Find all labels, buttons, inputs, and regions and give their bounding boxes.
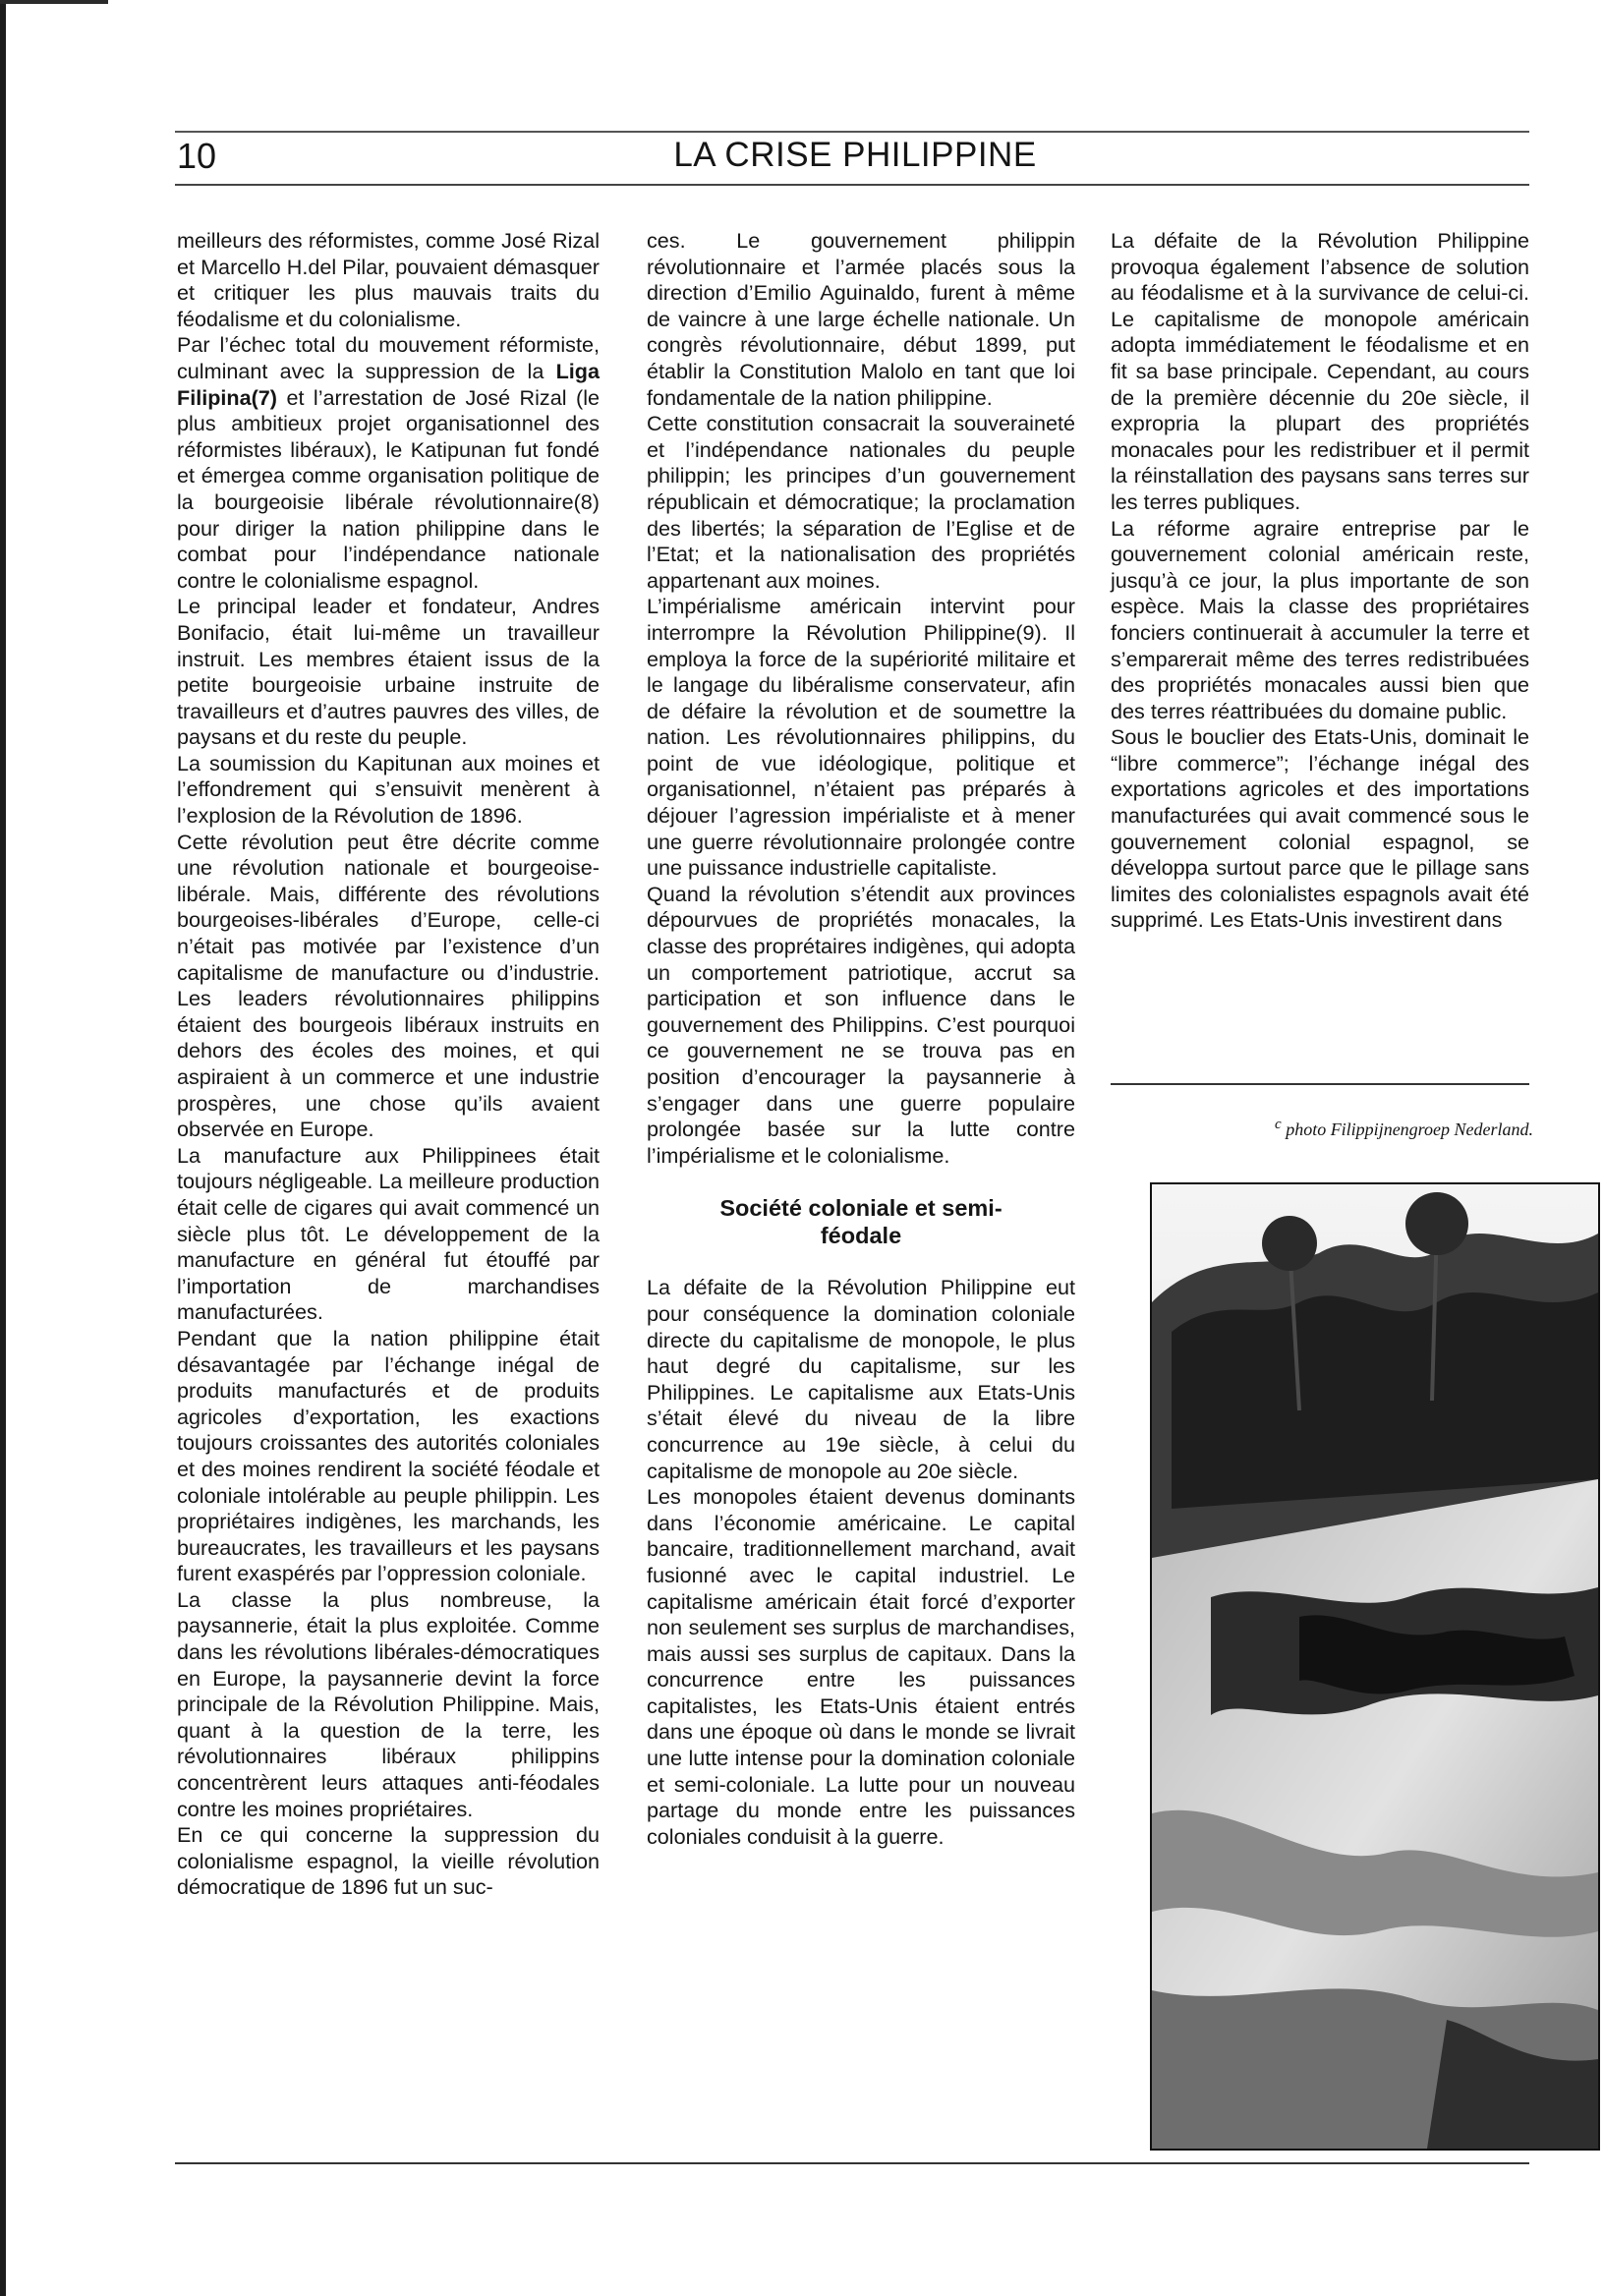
paragraph: [177, 332, 600, 594]
running-title: LA CRISE PHILIPPINE: [673, 136, 1037, 174]
paragraph: Cette constitution consacrait la souveraineté et l’indépendance nationales du peuple philippin; les principes d’un gouvernement républicain et démocratique; la proclamation des libertés; la séparation de l’Eglise et de l’Etat; et la nationalisation des propriétés appartenant aux moines.: [647, 411, 1075, 593]
paragraph: Cette révolution peut être décrite comme une révolution nationale et bourgeoise-libérale. Mais, différente des révolutions bourgeoises-libérales d’Europe, celle-ci n’était pas motivée par l’existence d’un capitalisme de manufacture ou d’industrie. Les leaders révolutionnaires philippins étaient des bourgeois libéraux instruits en dehors des écoles des moines, et qui aspiraient à un commerce et une industrie prospères, une chose qu’ils avaient observée en Europe.: [177, 829, 600, 1142]
page-number: 10: [177, 136, 217, 176]
copyright-mark: c: [1275, 1117, 1282, 1132]
paragraph: La manufacture aux Philippinees était toujours négligeable. La meilleure production était celle de cigares qui avait commencé un siècle plus tôt. Le développement de la manufacture en général fut étouffé par l’importation de marchandises manufacturées.: [177, 1142, 600, 1325]
text-column-2: [647, 228, 1075, 1850]
paragraph: La classe la plus nombreuse, la paysannerie, était la plus exploitée. Comme dans les révolutions libérales-démocratiques en Europe, la paysannerie devint la force principale de la Révolution Philippine. Mais, quant à la question de la terre, les révolutionnaires libéraux philippins concentrèrent leurs attaques anti-féodales contre les moines propriétaires.: [177, 1586, 600, 1821]
paragraph: La réforme agraire entreprise par le gouvernement colonial américain reste, jusqu’à ce jour, la plus importante de son espèce. Mais la classe des propriétaires fonciers continuerait à accumuler la terre et s’emparerait même des terres redistribuées des propriétés monacales aussi bien que des terres réattribuées du domaine public.: [1111, 515, 1529, 723]
section-heading-line: Société coloniale et semi-: [719, 1195, 1002, 1222]
paragraph: Les monopoles étaient devenus dominants dans l’économie américaine. Le capital bancaire, traditionnellement marchand, avait fusionné avec le capital industriel. Le capitalisme américain était forcé d’exporter non seulement ses surplus de marchandises, mais aussi ses surplus de capitaux. Dans la concurrence entre les puissances capitalistes, les Etats-Unis étaient entrés dans une époque où dans le monde se livrait une lutte intense pour la domination coloniale et semi-coloniale. La lutte pour un nouveau partage du monde entre les puissances coloniales conduisit à la guerre.: [647, 1484, 1075, 1849]
page-bottom-rule: [175, 2162, 1529, 2164]
scan-corner-mark: [0, 0, 108, 4]
section-heading: [647, 1194, 1075, 1249]
photo-credit: photo Filippijnengroep Nederland.: [1286, 1119, 1533, 1139]
header-top-rule: [175, 131, 1529, 133]
paragraph: Pendant que la nation philippine était désavantagée par l’échange inégal de produits manufacturés et de produits agricoles d’exportation, les exactions toujours croissantes des autorités coloniales et des moines rendirent la société féodale et coloniale intolérable au peuple philippin. Les propriétaires indigènes, les marchands, les bureaucrates, les travailleurs et les paysans furent exaspérés par l’oppression coloniale.: [177, 1325, 600, 1586]
paragraph: Le principal leader et fondateur, Andres Bonifacio, était lui-même un travailleur instruit. Les membres étaient issus de la petite bourgeoisie urbaine instruite de travailleurs et d’autres pauvres des villes, de paysans et du reste du peuple.: [177, 594, 600, 750]
paragraph: Quand la révolution s’étendit aux provinces dépourvues de propriétés monacales, la classe des proprétaires indigènes, qui adopta un comportement patriotique, accrut sa participation et son influence dans le gouvernement des Philippins. C’est pourquoi ce gouvernement ne se trouva pas en position d’encourager la paysannerie à s’engager dans une guerre populaire prolongée basée sur la lutte contre l’impérialisme et le colonialisme.: [647, 881, 1075, 1168]
paragraph: Sous le bouclier des Etats-Unis, dominait le “libre commerce”; l’échange inégal des exportations agricoles et des importations manufacturées qui avait commencé sous le gouvernement colonial espagnol, se développa surtout parce que le pillage sans limites des colonialistes espagnols avait été supprimé. Les Etats-Unis investirent dans: [1111, 724, 1529, 933]
paragraph: L’impérialisme américain intervint pour interrompre la Révolution Philippine(9). Il employa la force de la supériorité militaire et le langage du libéralisme conservateur, afin de défaire la révolution et de soumettre la nation. Les révolutionnaires philippins, du point de vue idéologique, politique et organisationnel, n’étaient pas préparés à déjouer l’agression impérialiste et à mener une guerre révolutionnaire prolongée contre une puissance industrielle capitaliste.: [647, 594, 1075, 881]
paragraph-text: et l’arrestation de José Rizal (le plus ambitieux projet organisationnel des réformistes libéraux), le Katipunan fut fondé et émergea comme organisation politique de la bourgeoisie libérale révolutionnaire(8) pour diriger la nation philippine dans le combat pour l’indépendance nationale contre le colonialisme espagnol.: [177, 384, 600, 593]
header-bottom-rule: [175, 184, 1529, 186]
section-heading-line: féodale: [820, 1223, 902, 1249]
paragraph: meilleurs des réformistes, comme José Rizal et Marcello H.del Pilar, pouvaient démasquer et critiquer les plus mauvais traits du féodalisme et du colonialisme.: [177, 228, 600, 331]
bold-term: Liga Filipina(7): [177, 358, 600, 410]
photo-caption: [1189, 1117, 1533, 1140]
paragraph: La défaite de la Révolution Philippine provoqua également l’absence de solution au féodalisme et à la survivance de celui-ci. Le capitalisme de monopole américain adopta immédiatement le féodalisme et en fit sa base principale. Cependant, au cours de la première décennie du 20e siècle, il expropria la plupart des propriétés monacales pour les redistribuer et il permit la réinstallation des paysans sans terres sur les terres publiques.: [1111, 228, 1529, 514]
photo-illustration: [1152, 1184, 1598, 2149]
paragraph: La soumission du Kapitunan aux moines et l’effondrement qui s’ensuivit menèrent à l’explosion de la Révolution de 1896.: [177, 750, 600, 829]
paragraph: La défaite de la Révolution Philippine eut pour conséquence la domination coloniale directe du capitalisme de monopole, le plus haut degré du capitalisme, sur les Philippines. Le capitalisme aux Etats-Unis s’était élevé du niveau de la libre concurrence au 19e siècle, à celui du capitalisme de monopole au 20e siècle.: [647, 1275, 1075, 1483]
paragraph: En ce qui concerne la suppression du colonialisme espagnol, la vieille révolution démocratique de 1896 fut un suc-: [177, 1822, 600, 1900]
scan-edge: [0, 0, 6, 2296]
column-end-rule: [1111, 1083, 1529, 1085]
paragraph: ces. Le gouvernement philippin révolutionnaire et l’armée placés sous la direction d’Emilio Aguinaldo, furent à même de vaincre à une large échelle nationale. Un congrès révolutionnaire, début 1899, put établir la Constitution Malolo en tant que loi fondamentale de la nation philippine.: [647, 228, 1075, 410]
text-column-3: [1111, 228, 1529, 934]
paragraph-text: Par l’échec total du mouvement réformiste, culminant avec la suppression de la: [177, 332, 600, 383]
text-column-1: [177, 228, 600, 1901]
historical-photo: [1150, 1182, 1600, 2151]
